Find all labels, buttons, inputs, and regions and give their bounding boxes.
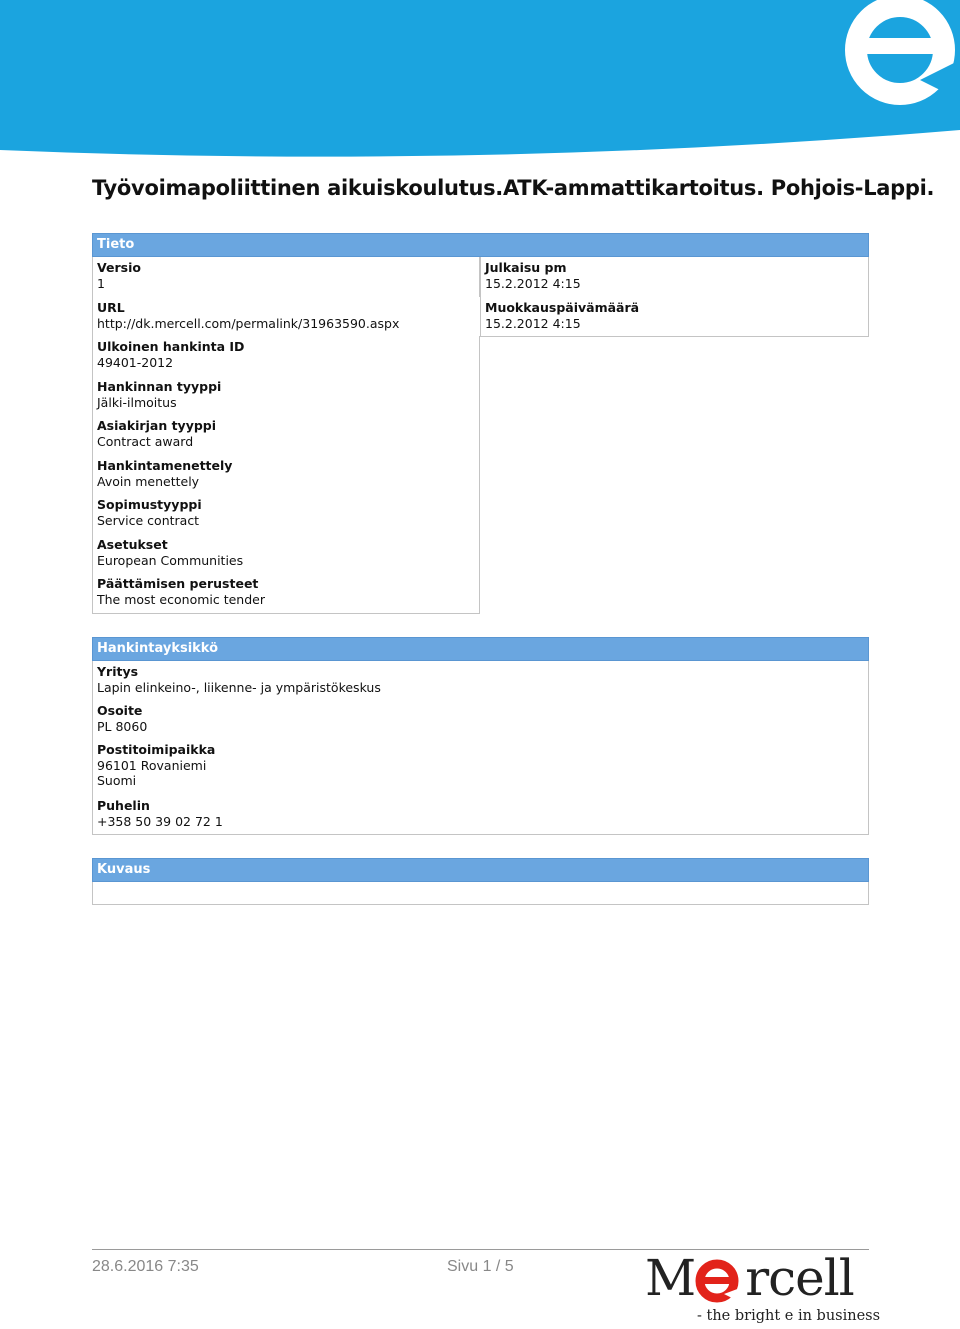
field-value: Jälki-ilmoitus	[97, 394, 177, 410]
kuvaus-body	[92, 882, 869, 905]
field-label: Muokkauspäivämäärä	[485, 300, 640, 315]
field-julkaisu-pm	[480, 257, 869, 298]
field-versio	[92, 257, 480, 298]
section-header-kuvaus: Kuvaus	[92, 858, 869, 882]
field-label: Hankinnan tyyppi	[97, 379, 222, 394]
field-value: +358 50 39 02 72 1	[97, 813, 223, 829]
field-label: Puhelin	[97, 798, 150, 813]
field-label: Asiakirjan tyyppi	[97, 418, 217, 433]
field-paattamisen-perusteet	[92, 573, 480, 614]
field-url	[92, 297, 480, 337]
field-value: Contract award	[97, 433, 194, 449]
field-label: Ulkoinen hankinta ID	[97, 339, 245, 354]
field-osoite	[92, 700, 869, 740]
field-label: Julkaisu pm	[485, 260, 567, 275]
field-value: PL 8060	[97, 718, 148, 734]
field-value: 1	[97, 275, 105, 291]
field-value: The most economic tender	[97, 591, 265, 607]
mercell-logo-e-icon	[694, 1258, 740, 1304]
field-hankintamenettely	[92, 455, 480, 495]
field-puhelin	[92, 795, 869, 835]
field-yritys	[92, 661, 869, 701]
page-title: Työvoimapoliittinen aikuiskoulutus.ATK-ammattikartoitus. Pohjois-Lappi.	[92, 176, 935, 200]
field-value: European Communities	[97, 552, 244, 568]
field-label: URL	[97, 300, 125, 315]
field-label: Sopimustyyppi	[97, 497, 202, 512]
field-sopimustyyppi	[92, 494, 480, 535]
footer-date: 28.6.2016 7:35	[92, 1258, 199, 1275]
field-ulkoinen-hankinta-id	[92, 336, 480, 377]
field-value: Service contract	[97, 512, 200, 528]
field-hankinnan-tyyppi	[92, 376, 480, 416]
field-label: Versio	[97, 260, 141, 275]
field-label: Osoite	[97, 703, 143, 718]
field-value: Suomi	[97, 773, 137, 788]
field-asiakirjan-tyyppi	[92, 415, 480, 456]
url-link[interactable]: http://dk.mercell.com/permalink/31963590.aspx	[97, 315, 400, 331]
logo-suffix: rcell	[745, 1249, 854, 1307]
field-label: Postitoimipaikka	[97, 742, 216, 757]
header-banner	[0, 0, 960, 165]
mercell-logo	[645, 1248, 854, 1308]
logo-tagline: - the bright e in business	[697, 1308, 881, 1324]
field-label: Yritys	[97, 664, 139, 679]
field-asetukset	[92, 534, 480, 574]
field-postitoimipaikka	[92, 739, 869, 796]
field-label: Päättämisen perusteet	[97, 576, 259, 591]
field-value: Lapin elinkeino-, liikenne- ja ympäristökeskus	[97, 679, 381, 695]
footer-page-number: Sivu 1 / 5	[447, 1258, 514, 1275]
section-header-hankintayksikko: Hankintayksikkö	[92, 637, 869, 661]
field-value: Avoin menettely	[97, 473, 200, 489]
field-value: 96101 Rovaniemi	[97, 757, 207, 773]
field-value: 49401-2012	[97, 354, 174, 370]
field-value: 15.2.2012 4:15	[485, 315, 581, 331]
field-muokkauspaivamaara	[480, 297, 869, 337]
field-label: Hankintamenettely	[97, 458, 233, 473]
logo-prefix: M	[645, 1249, 696, 1307]
field-label: Asetukset	[97, 537, 168, 552]
field-value: 15.2.2012 4:15	[485, 275, 581, 291]
section-header-tieto: Tieto	[92, 233, 869, 257]
